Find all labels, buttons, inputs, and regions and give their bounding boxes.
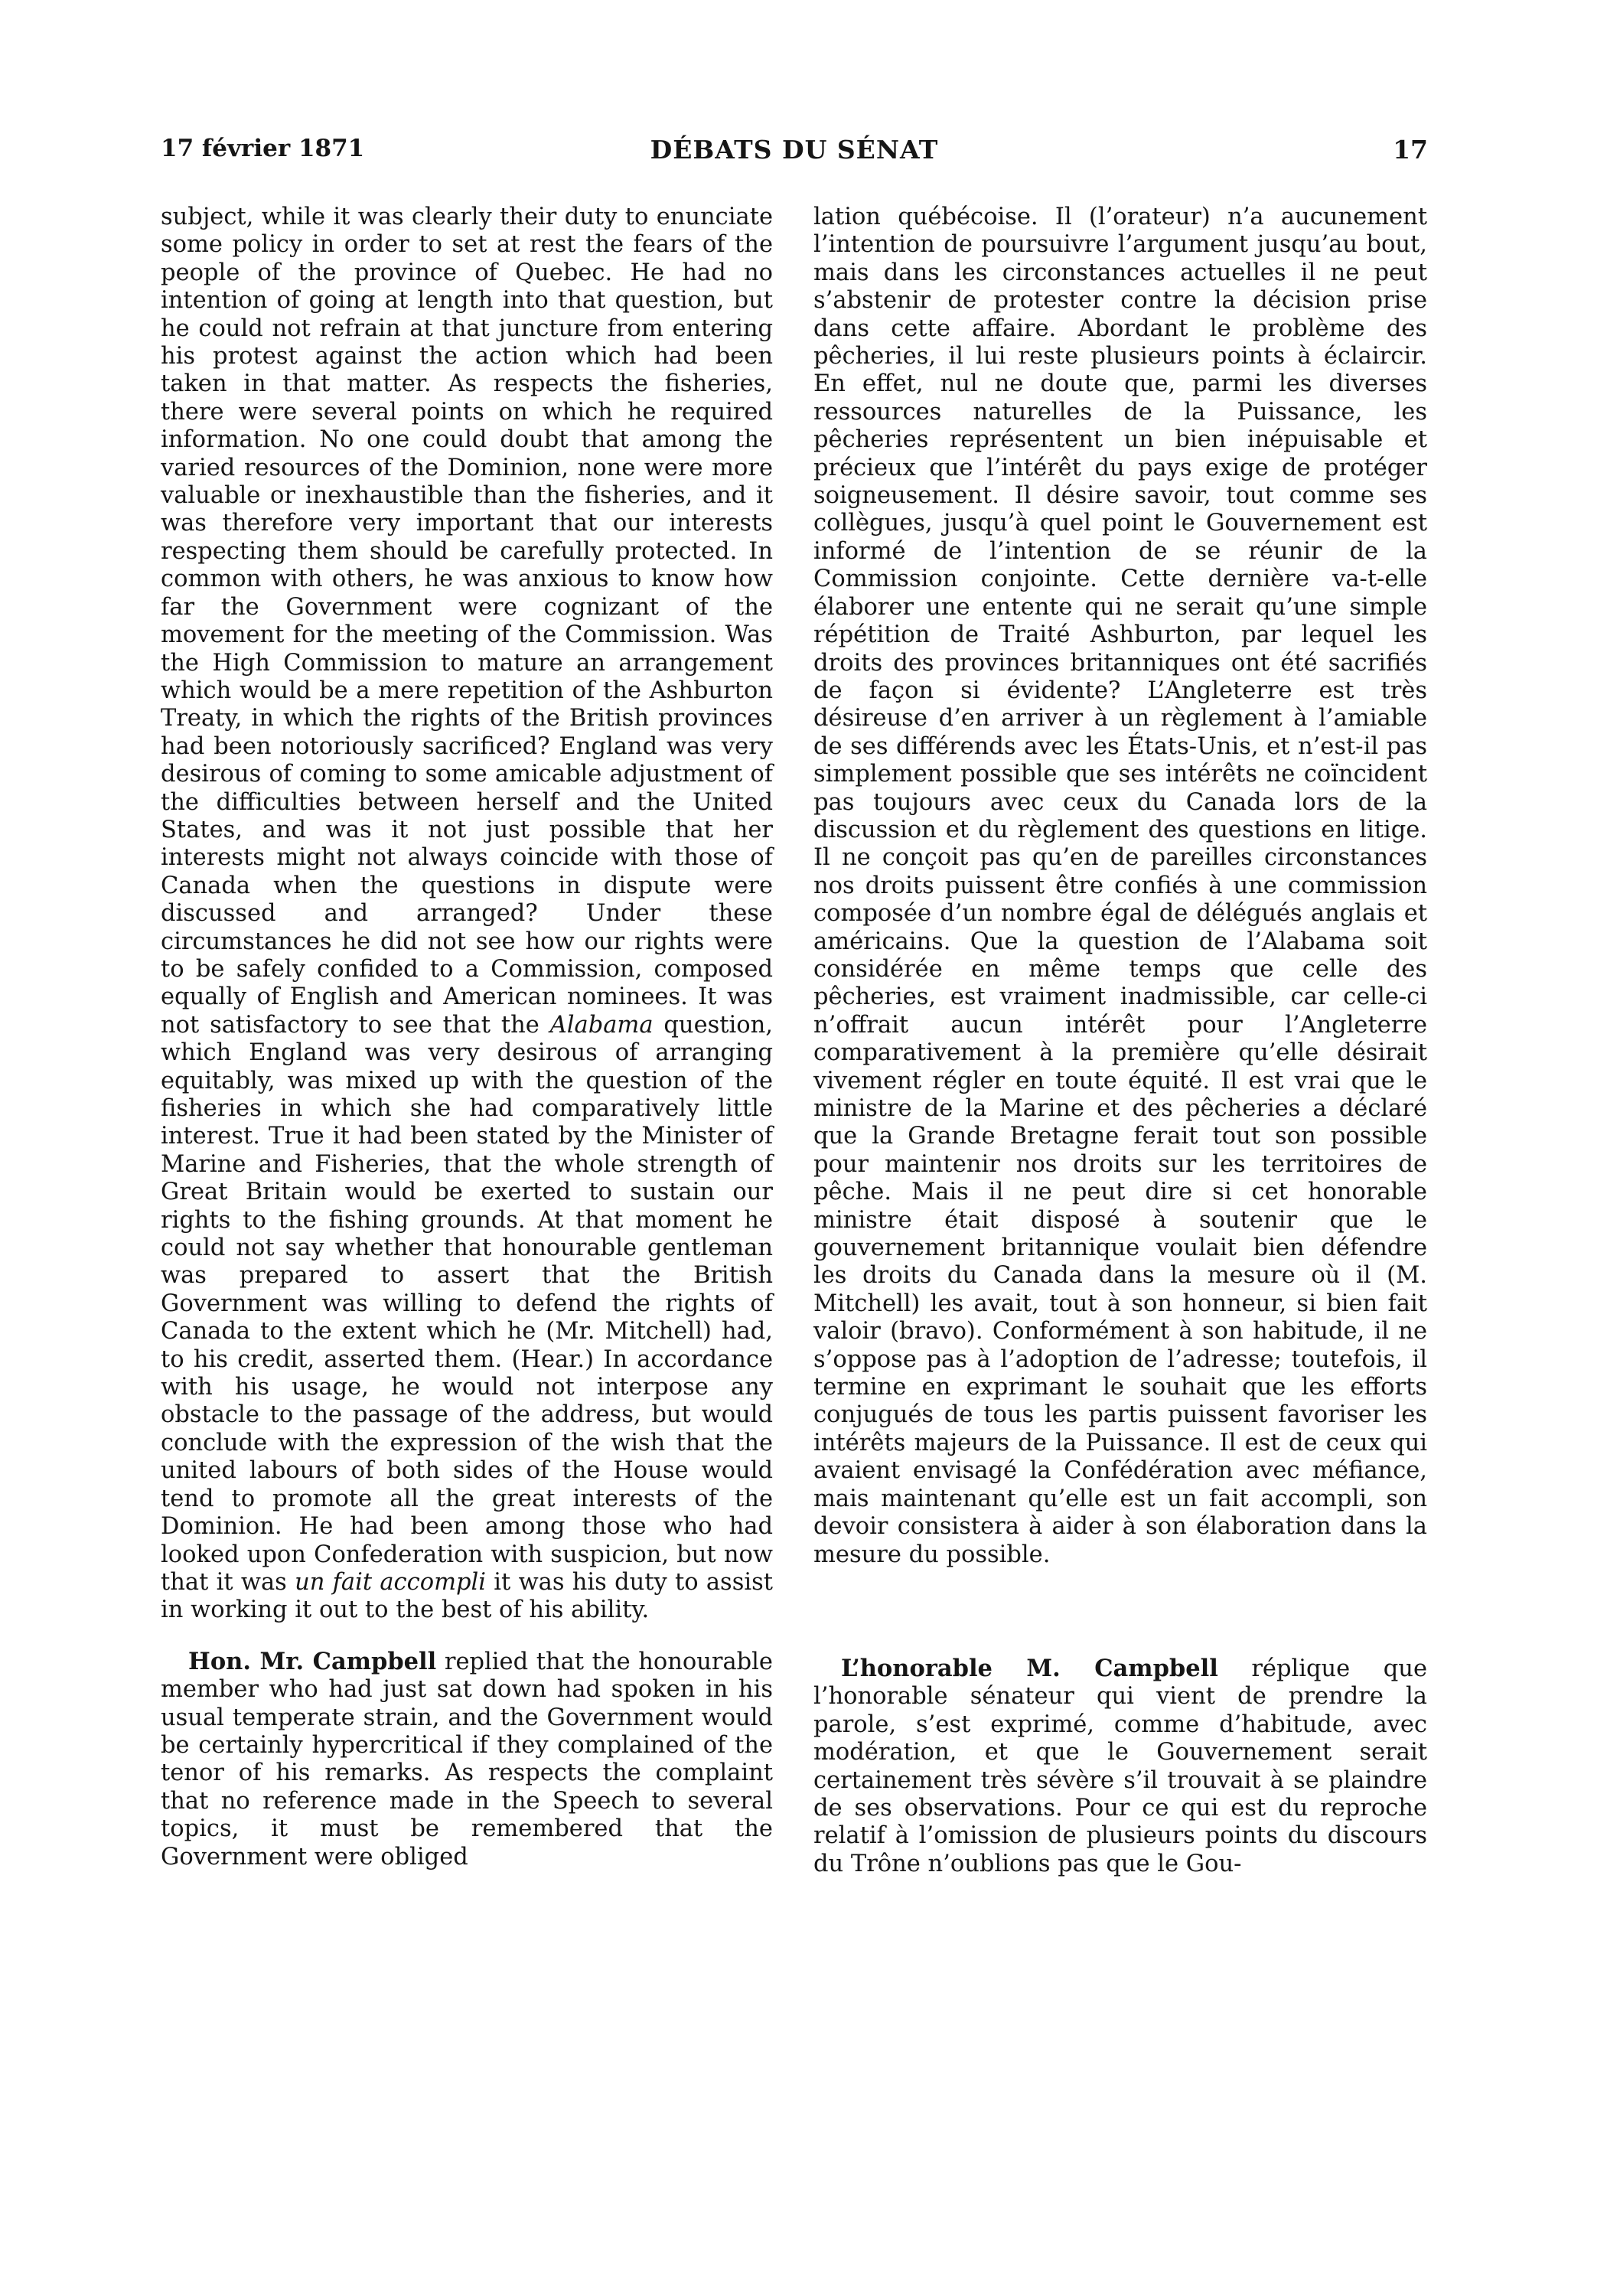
header-title: DÉBATS DU SÉNAT [650, 135, 939, 165]
header-date: 17 février 1871 [161, 135, 365, 162]
french-paragraph-1: lation québécoise. Il (l’orateur) n’a aucunement l’intention de poursuivre l’argument jusqu’au bout, mais dans les circonstances actuelles il ne peut s’abstenir de protester contre la décision prise dans cette affaire. Abordant le problème des pêcheries, il lui reste plusieurs points à éclaircir. En effet, nul ne doute que, parmi les diverses ressources naturelles de la Puissance, les pêcheries représentent un bien inépuisable et précieux que l’intérêt du pays exige de protéger soigneusement. Il désire savoir, tout comme ses collègues, jusqu’à quel point le Gouvernement est informé de l’intention de se réunir de la Commission conjointe. Cette dernière va-t-elle élaborer une entente qui ne serait qu’une simple répétition de Traité Ashburton, par lequel les droits des provinces britanniques ont été sacrifiés de façon si évidente? L’Angleterre est très désireuse d’en arriver à un règlement à l’amiable de ses différends avec les États-Unis, et n’est-il pas simplement possible que ses intérêts ne coïncident pas toujours avec ceux du Canada lors de la discussion et du règlement des questions en litige. Il ne conçoit pas qu’en de pareilles circonstances nos droits puissent être confiés à une commission composée d’un nombre égal de délégués anglais et américains. Que la question de l’Alabama soit considérée en même temps que celle des pêcheries, est vraiment inadmissible, car celle-ci n’offrait aucun intérêt pour l’Angleterre comparativement à la première qu’elle désirait vivement régler en toute équité. Il est vrai que le ministre de la Marine et des pêcheries a déclaré que la Grande Bretagne ferait tout son possible pour maintenir nos droits sur les territoires de pêche. Mais il ne peut dire si cet honorable ministre était disposé à soutenir que le gouvernement britannique voulait bien défendre les droits du Canada dans la mesure où il (M. Mitchell) les avait, tout à son honneur, si bien fait valoir (bravo). Conformément à son habitude, il ne s’oppose pas à l’adoption de l’adresse; toutefois, il termine en exprimant le souhait que les efforts conjugués de tous les partis puissent favoriser les intérêts majeurs de la Puissance. Il est de ceux qui avaient envisagé la Confédération avec méfiance, mais maintenant qu’elle est un fait accompli, son devoir consistera à aider à son élaboration dans la mesure du possible. [813, 204, 1427, 1568]
english-para1-text-c: it was his duty to assist in working it out to the best of his ability. [161, 1568, 774, 1624]
english-paragraph-1 [161, 204, 773, 1625]
english-para1-text-a: subject, while it was clearly their duty to enunciate some policy in order to set at rest the fears of the people of the province of Quebec. He had no intention of going at length into that question, but he could not refrain at that juncture from entering his protest against the action which had been taken in that matter. As respects the fisheries, there were several points on which he required information. No one could doubt that among the varied resources of the Dominion, none were more valuable or inexhaustible than the fisheries, and it was therefore very important that our interests respecting them should be carefully protected. In common with others, he was anxious to know how far the Government were cognizant of the movement for the meeting of the Commission. Was the High Commission to mature an arrangement which would be a mere repetition of the Ashburton Treaty, in which the rights of the British provinces had been notoriously sacrificed? England was very desirous of coming to some amicable adjustment of the difficulties between herself and the United States, and was it not just possible that her interests might not always coincide with those of Canada when the questions in dispute were discussed and arranged? Under these circumstances he did not see how our rights were to be safely confided to a Commission, composed equally of English and American nominees. It was not satisfactory to see that the [161, 204, 773, 1039]
french-column [813, 204, 1427, 1878]
fait-accompli-italic: un fait accompli [295, 1568, 487, 1596]
english-paragraph-2 [161, 1648, 773, 1871]
speaker-name-english: Hon. Mr. Campbell [188, 1647, 437, 1675]
french-paragraph-2 [813, 1655, 1427, 1878]
english-para1-text-b: question, which England was very desirous of arranging equitably, was mixed up with the question of the fisheries in which she had comparatively little interest. True it had been stated by the Minister of Marine and Fisheries, that the whole strength of Great Britain would be exerted to sustain our rights to the fishing grounds. At that moment he could not say whether that honourable gentleman was prepared to assert that the British Government was willing to defend the rights of Canada to the extent which he (Mr. Mitchell) had, to his credit, asserted them. (Hear.) In accordance with his usage, he would not interpose any obstacle to the passage of the address, but would conclude with the expression of the wish that the united labours of both sides of the House would tend to promote all the great interests of the Dominion. He had been among those who had looked upon Confederation with suspicion, but now that it was [161, 1011, 773, 1596]
english-para2-text: replied that the honourable member who had just sat down had spoken in his usual temperate strain, and the Government would be certainly hypercritical if they complained of the tenor of his remarks. As respects the complaint that no reference made in the Speech to several topics, it must be remembered that the Government were obliged [161, 1648, 773, 1870]
english-column [161, 204, 773, 1871]
alabama-italic: Alabama [549, 1011, 654, 1039]
running-header [161, 135, 1428, 173]
speaker-name-french: L’honorable M. Campbell [841, 1654, 1218, 1682]
french-para2-text: réplique que l’honorable sénateur qui vient de prendre la parole, s’est exprimé, comme d’habitude, avec modération, et que le Gouvernement serait certainement très sévère s’il trouvait à se plaindre de ses observations. Pour ce qui est du reproche relatif à l’omission de plusieurs points du discours du Trône n’oublions pas que le Gou- [813, 1655, 1427, 1877]
page-number: 17 [1393, 135, 1428, 165]
